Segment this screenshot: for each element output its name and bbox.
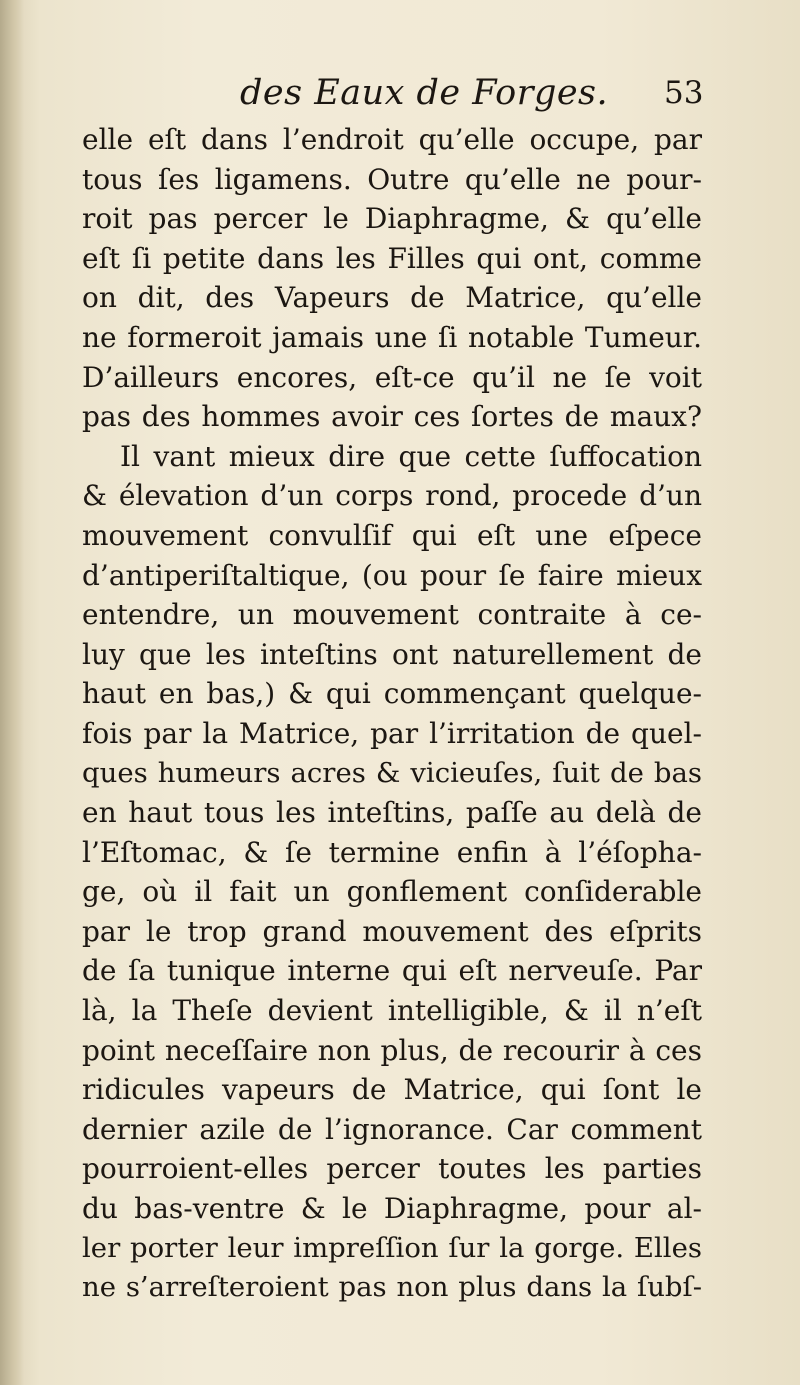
text-line: entendre, un mouvement contraite à ce- (82, 598, 702, 632)
text-line: dernier azile de l’ignorance. Car comment (82, 1112, 702, 1146)
text-line: en haut tous les inteſtins, paſſe au delà de (82, 796, 702, 830)
text-line: haut en bas,) & qui commençant quelque- (82, 677, 702, 711)
text-line: eſt ſi petite dans les Filles qui ont, comme (82, 241, 702, 275)
text-line: point neceſſaire non plus, de recourir à ces (82, 1033, 702, 1067)
text-line: D’ailleurs encores, eſt-ce qu’il ne ſe voit (82, 360, 702, 394)
text-line: de ſa tunique interne qui eſt nerveuſe. Par (82, 954, 702, 988)
page-header (0, 73, 800, 117)
text-line: ridicules vapeurs de Matrice, qui ſont le (82, 1073, 702, 1107)
text-line: ler porter leur impreſſion ſur la gorge. Elles (82, 1231, 702, 1264)
page-number: 53 (664, 75, 704, 111)
text-line: mouvement convulſif qui eſt une eſpece (82, 518, 702, 552)
text-line: ge, où il fait un gonflement conſiderable (82, 875, 702, 909)
text-line: du bas-ventre & le Diaphragme, pour al- (82, 1192, 702, 1226)
text-line: d’antiperiſtaltique, (ou pour ſe faire mieux (82, 558, 702, 592)
text-line: l’Eſtomac, & ſe termine enfin à l’éſopha- (82, 835, 702, 869)
body-text (82, 120, 702, 1308)
text-line: roit pas percer le Diaphragme, & qu’elle (82, 202, 702, 236)
running-title: des Eaux de Forges. (240, 73, 609, 113)
text-line: ne s’arreſteroient pas non plus dans la ſubſ- (82, 1271, 702, 1304)
text-line: elle eſt dans l’endroit qu’elle occupe, par (82, 123, 702, 156)
text-line: pas des hommes avoir ces ſortes de maux? (82, 400, 702, 434)
text-line: & élevation d’un corps rond, procede d’un (82, 479, 702, 513)
text-line: on dit, des Vapeurs de Matrice, qu’elle (82, 281, 702, 315)
text-line: ne formeroit jamais une ſi notable Tumeur. (82, 320, 702, 354)
text-line: luy que les inteſtins ont naturellement de (82, 637, 702, 671)
text-line: tous ſes ligamens. Outre qu’elle ne pour- (82, 162, 702, 196)
text-line: par le trop grand mouvement des eſprits (82, 914, 702, 948)
text-line: ques humeurs acres & vicieuſes, ſuit de bas (82, 756, 702, 789)
text-line: fois par la Matrice, par l’irritation de quel- (82, 716, 702, 750)
text-line: pourroient-elles percer toutes les parties (82, 1152, 702, 1186)
page-edge-shadow (0, 0, 24, 1385)
paragraph-start-line: Il vant mieux dire que cette ſuffocation (120, 439, 702, 473)
text-line: là, la Theſe devient intelligible, & il n’eſt (82, 994, 702, 1028)
